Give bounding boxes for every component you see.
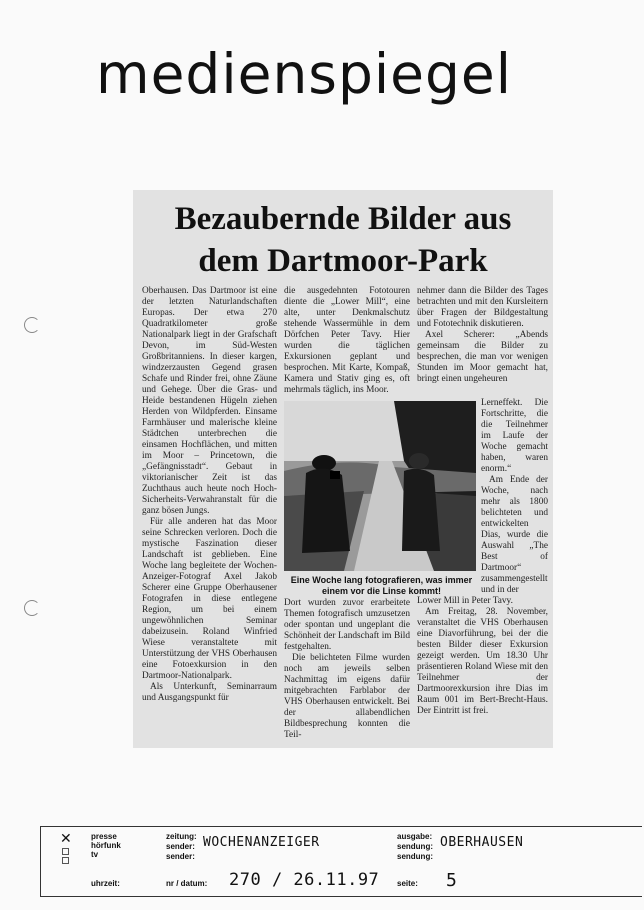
sender-label: sender: [166, 852, 195, 861]
seite-label: seite: [397, 879, 418, 888]
uhrzeit-label: uhrzeit: [91, 879, 120, 888]
article-column-1 [142, 286, 277, 736]
column-1-paragraph: Oberhausen. Das Dartmoor ist eine der letzten Naturlandschaften Europas. Der etwa 270 Quadratkilometer große Nationalpark liegt in der Grafschaft Devon, im Süd-Westen Großbritanniens. In dieser kargen, windzerzausten Gegend grasen Schafe und Rinder frei, ohne Zäune und Gehege. Über die Gras- und Heide bestandenen Hügeln ziehen Herden von Wildpferden. Einsame Farmhäuser und malerische kleine Städtchen unterbrechen die einsamen Hochflächen, und mitten im Moor – Princetown, die „Gefängnisstadt“. Gebaut in viktorianischer Zeit ist das Zuchthaus auch heute noch Hoch-Sicherheits-Verwahranstalt für die ganz bösen Jungs. [142, 286, 277, 516]
headline-line-2: dem Dartmoor-Park [198, 243, 488, 279]
column-1-paragraph: Als Unterkunft, Seminarraum und Ausgangspunkt für [142, 682, 277, 703]
seite-value: 5 [446, 870, 458, 891]
column-3-paragraph: nehmer dann die Bilder des Tages betrachten und mit den Kursleitern über Fragen der Bildgestaltung und Fototechnik diskutieren. [417, 286, 548, 329]
column-2-paragraph: Die belichteten Filme wurden noch am jeweils selben Nachmittag im eigens dafür mitgebrachten Farblabor der VHS Oberhausen entwickelt. Bei der allabendlichen Bildbesprechung konnten die Teil- [284, 653, 410, 738]
punch-hole-bottom [24, 600, 40, 616]
nr-datum-label: nr / datum: [166, 879, 208, 888]
column-1-paragraph: Für alle anderen hat das Moor seine Schrecken verloren. Doch die mystische Faszination dieser Landschaft ist geblieben. Eine Woche lang begleitete der Wochen-Anzeiger-Fotograf Axel Jakob Scherer eine Gruppe Oberhausener Fotografen in diese entlegene Region, um bei einem ungewöhnlichen Seminar dabeizusein. Roland Winfried Wiese veranstaltete mit Unterstützung der VHS Oberhausen eine Fotoexkursion in den Dartmoor-Nationalpark. [142, 517, 277, 681]
article-column-2-top [284, 286, 410, 398]
hoerfunk-label: hörfunk [91, 841, 121, 850]
photo-caption: Eine Woche lang fotografieren, was immer einem vor die Linse kommt! [290, 575, 473, 596]
article-column-3-top [417, 286, 548, 398]
article-column-2-bottom [284, 598, 410, 738]
presse-label: presse [91, 832, 117, 841]
column-3-paragraph: Axel Scherer: „Abends gemeinsam die Bilder zu besprechen, die man vor wenigen Stunden im Moor gemacht hat, bringt einen ungeheuren [417, 330, 548, 384]
column-3-side-paragraph: Lerneffekt. Die Fortschritte, die die Teilnehmer im Laufe der Woche gemacht haben, waren enorm.“ [481, 398, 548, 474]
zeitung-label: zeitung: [166, 832, 197, 841]
column-3-side-paragraph: Am Ende der Woche, nach mehr als 1800 belichteten und entwickelten Dias, wurde die Auswahl „The Best of Dartmoor“ zusammengestellt und in der [481, 475, 548, 595]
sendung-label: sendung: [397, 842, 433, 851]
column-2-paragraph: die ausgedehnten Fototouren diente die „Lower Mill“, eine alte, unter Denkmalschutz stehende Wassermühle in dem Dörfchen Peter Tavy. Hier wurden die täglichen Exkursionen geplant und besprochen. Mit Karte, Kompaß, Kamera und Stativ ging es, oft mehrmals täglich, ins Moor. [284, 286, 410, 395]
sendung-label: sendung: [397, 852, 433, 861]
ausgabe-value: OBERHAUSEN [440, 835, 524, 850]
press-record-form [40, 826, 642, 897]
sender-label: sender: [166, 842, 195, 851]
newspaper-clipping [133, 190, 553, 748]
headline-line-1: Bezaubernde Bilder aus [174, 201, 512, 237]
article-column-3-side [481, 398, 548, 600]
masthead-title: medienspiegel [96, 42, 513, 106]
article-headline [133, 198, 553, 282]
nr-datum-value: 270 / 26.11.97 [229, 870, 380, 890]
hoerfunk-checkbox [62, 848, 69, 855]
presse-checkmark: ✕ [60, 831, 72, 847]
ausgabe-label: ausgabe: [397, 832, 433, 841]
article-photo [284, 401, 476, 571]
column-3-paragraph: Lower Mill in Peter Tavy. [417, 596, 513, 606]
punch-hole-top [24, 317, 40, 333]
tv-label: tv [91, 850, 99, 859]
tv-checkbox [62, 857, 69, 864]
column-2-paragraph: Dort wurden zuvor erarbeitete Themen fotografisch umzusetzen oder spontan und ungeplant die Schönheit der Landschaft im Bild festgehalten. [284, 598, 410, 652]
column-3-paragraph: Am Freitag, 28. November, veranstaltet die VHS Oberhausen eine Diavorführung, bei der die besten Bilder dieser Exkursion gezeigt werden. Um 18.30 Uhr präsentieren Roland Wiese mit den Teilnehmer der Dartmoorexkursion ihre Dias im Raum 001 im Bert-Brecht-Haus. Der Eintritt ist frei. [417, 607, 548, 716]
zeitung-value: WOCHENANZEIGER [203, 835, 320, 850]
article-column-3-bottom [417, 596, 548, 738]
